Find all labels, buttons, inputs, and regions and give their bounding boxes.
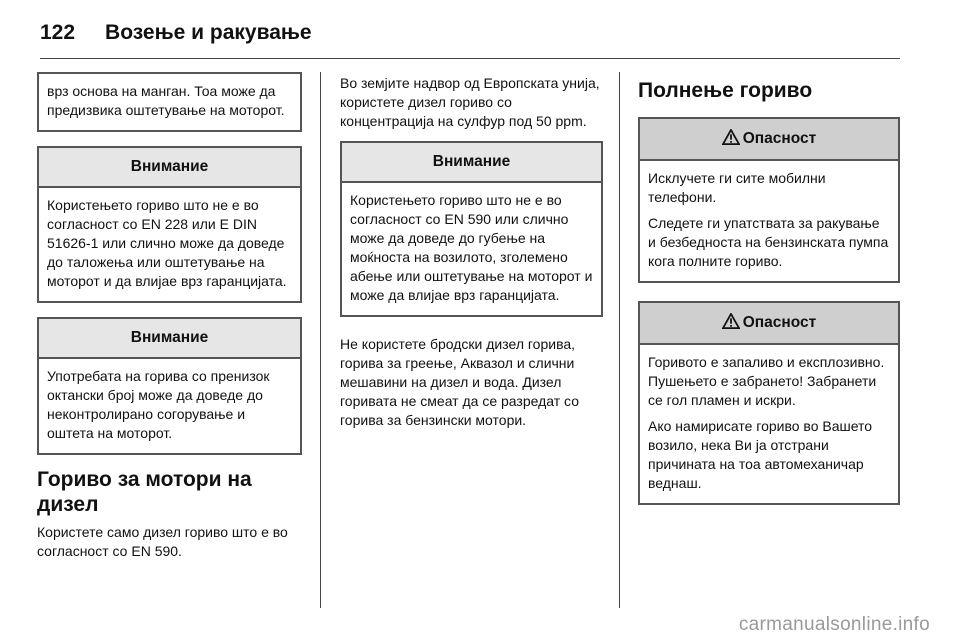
header-rule <box>40 58 900 59</box>
chapter-title: Возење и ракување <box>105 21 312 44</box>
danger-box-flammable <box>638 301 900 505</box>
danger-box-phones <box>638 117 900 283</box>
warning-triangle-icon <box>722 313 740 329</box>
page-number: 122 <box>40 21 76 44</box>
page-header <box>40 18 312 48</box>
danger-header <box>640 119 898 161</box>
danger-title: Опасност <box>742 314 817 331</box>
continued-note-box <box>37 72 302 132</box>
danger-text: Следете ги упатствата за ракување и безбедноста на бензинската пумпа кога полните гориво. <box>648 215 889 269</box>
column-middle <box>340 72 603 440</box>
watermark: carmanualsonline.info <box>738 614 930 635</box>
notice-box-octane <box>37 317 302 455</box>
danger-header <box>640 303 898 345</box>
notice-title: Внимание <box>39 148 300 188</box>
danger-text: Исклучете ги сите мобилни телефони. <box>648 170 826 205</box>
body-text: Не користете бродски дизел горива, горива за греење, Аквазол и слични мешавини на дизел и вода. Дизел горивата не смеат да се разредат со горива за бензински мотори. <box>340 336 579 428</box>
intro-text: Во земјите надвор од Европската унија, користете дизел гориво со концентрација на сулфур под 50 ppm. <box>340 75 600 129</box>
notice-title: Внимание <box>342 143 601 183</box>
danger-title: Опасност <box>742 130 817 147</box>
notice-text: Користењето гориво што не е во согласност со EN 228 или E DIN 51626-1 или слично може да доведе до таложења или оштетување на моторот и да влијае врз гаранцијата. <box>47 197 287 289</box>
danger-text: Ако намирисате гориво во Вашето возило, нека Ви ја отстрани причината на тоа автомеханичар веднаш. <box>648 418 873 491</box>
column-divider <box>320 72 321 608</box>
notice-text: Употребата на горива со пренизок октански број може да доведе до неконтролирано согорување и оштета на моторот. <box>47 368 270 441</box>
column-divider <box>619 72 620 608</box>
notice-box-en590 <box>340 141 603 317</box>
section-title-diesel: Гориво за мотори на дизел <box>37 468 252 516</box>
section-title-refuelling: Полнење гориво <box>638 79 813 102</box>
notice-box-fuel-standard <box>37 146 302 303</box>
column-right <box>638 72 900 515</box>
column-left <box>37 72 302 571</box>
warning-triangle-icon <box>722 129 740 145</box>
notice-text: Користењето гориво што не е во согласност со EN 590 или слично може да доведе до губење на моќноста на возилото, зголемено абење или оштетување на моторот и може да влијае врз гаранцијата. <box>350 192 593 303</box>
notice-title: Внимание <box>39 319 300 359</box>
section-text-diesel: Користете само дизел гориво што е во согласност со EN 590. <box>37 524 288 559</box>
continued-note-text: врз основа на манган. Тоа може да предизвика оштетување на моторот. <box>47 83 285 118</box>
danger-text: Горивото е запаливо и експлозивно. Пушењето е забрането! Забранети се гол пламен и искри. <box>648 354 885 408</box>
